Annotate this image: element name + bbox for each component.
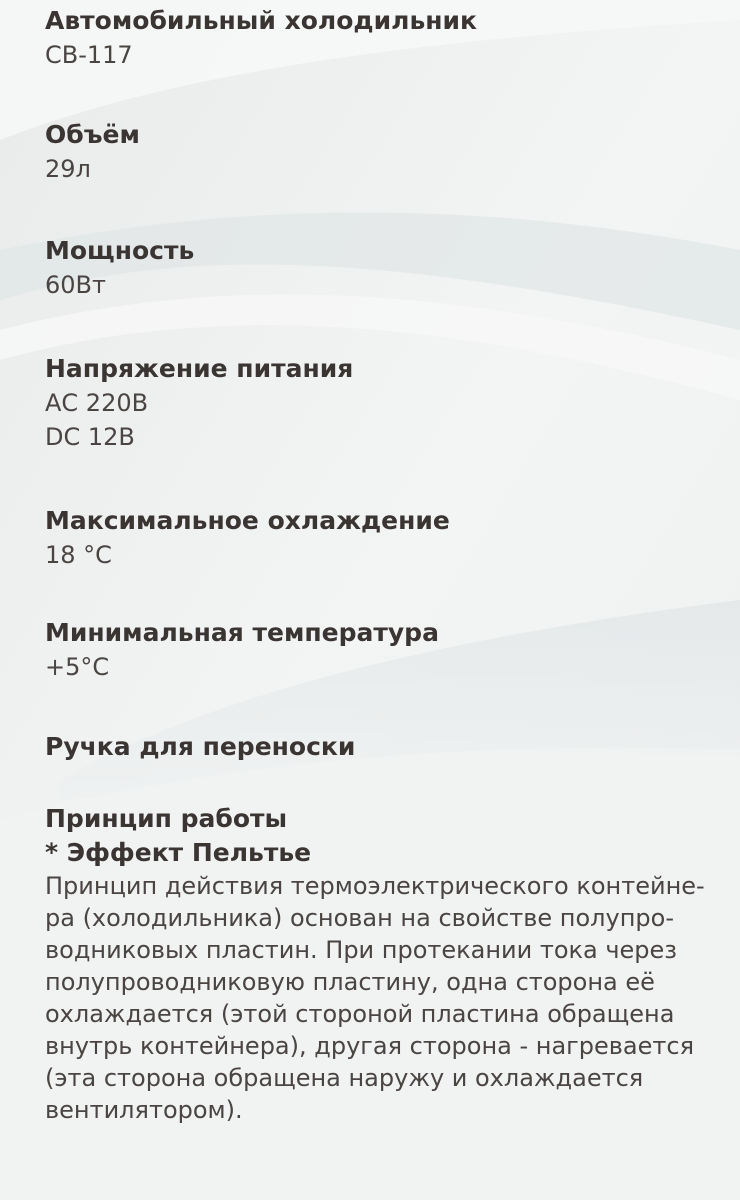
principle-line: внутрь контейнера), другая сторона - нагревается xyxy=(45,1032,695,1060)
principle-block xyxy=(45,802,725,1126)
spec-volume-label: Объём xyxy=(45,120,140,149)
principle-line: вентилятором). xyxy=(45,1096,243,1124)
principle-line: Принцип действия термоэлектрического контейне- xyxy=(45,872,705,900)
principle-line: (эта сторона обращена наружу и охлаждается xyxy=(45,1064,644,1092)
product-block xyxy=(45,4,725,72)
spec-min-temp-label: Минимальная температура xyxy=(45,618,439,647)
spec-voltage-dc: DC 12В xyxy=(45,423,135,451)
principle-line: водниковых пластин. При протекании тока через xyxy=(45,936,678,964)
spec-max-cooling-label: Максимальное охлаждение xyxy=(45,506,450,535)
principle-line: полупроводниковую пластину, одна сторона её xyxy=(45,968,655,996)
spec-handle-label: Ручка для переноски xyxy=(45,732,356,761)
principle-line: ра (холодильника) основан на свойстве полупро- xyxy=(45,904,674,932)
spec-handle xyxy=(45,730,725,764)
principle-effect: * Эффект Пельтье xyxy=(45,838,312,867)
product-model: CB-117 xyxy=(45,41,133,69)
spec-power-value: 60Вт xyxy=(45,271,106,299)
spec-power-label: Мощность xyxy=(45,236,195,265)
spec-voltage xyxy=(45,352,725,454)
spec-voltage-label: Напряжение питания xyxy=(45,354,354,383)
product-title: Автомобильный холодильник xyxy=(45,6,478,35)
spec-min-temp xyxy=(45,616,725,684)
spec-power xyxy=(45,234,725,302)
spec-max-cooling xyxy=(45,504,725,572)
spec-min-temp-value: +5°С xyxy=(45,653,110,681)
spec-volume xyxy=(45,118,725,186)
principle-label: Принцип работы xyxy=(45,804,288,833)
principle-line: охлаждается (этой стороной пластина обращена xyxy=(45,1000,675,1028)
spec-max-cooling-value: 18 °С xyxy=(45,541,112,569)
spec-voltage-ac: АС 220В xyxy=(45,389,149,417)
spec-volume-value: 29л xyxy=(45,155,91,183)
